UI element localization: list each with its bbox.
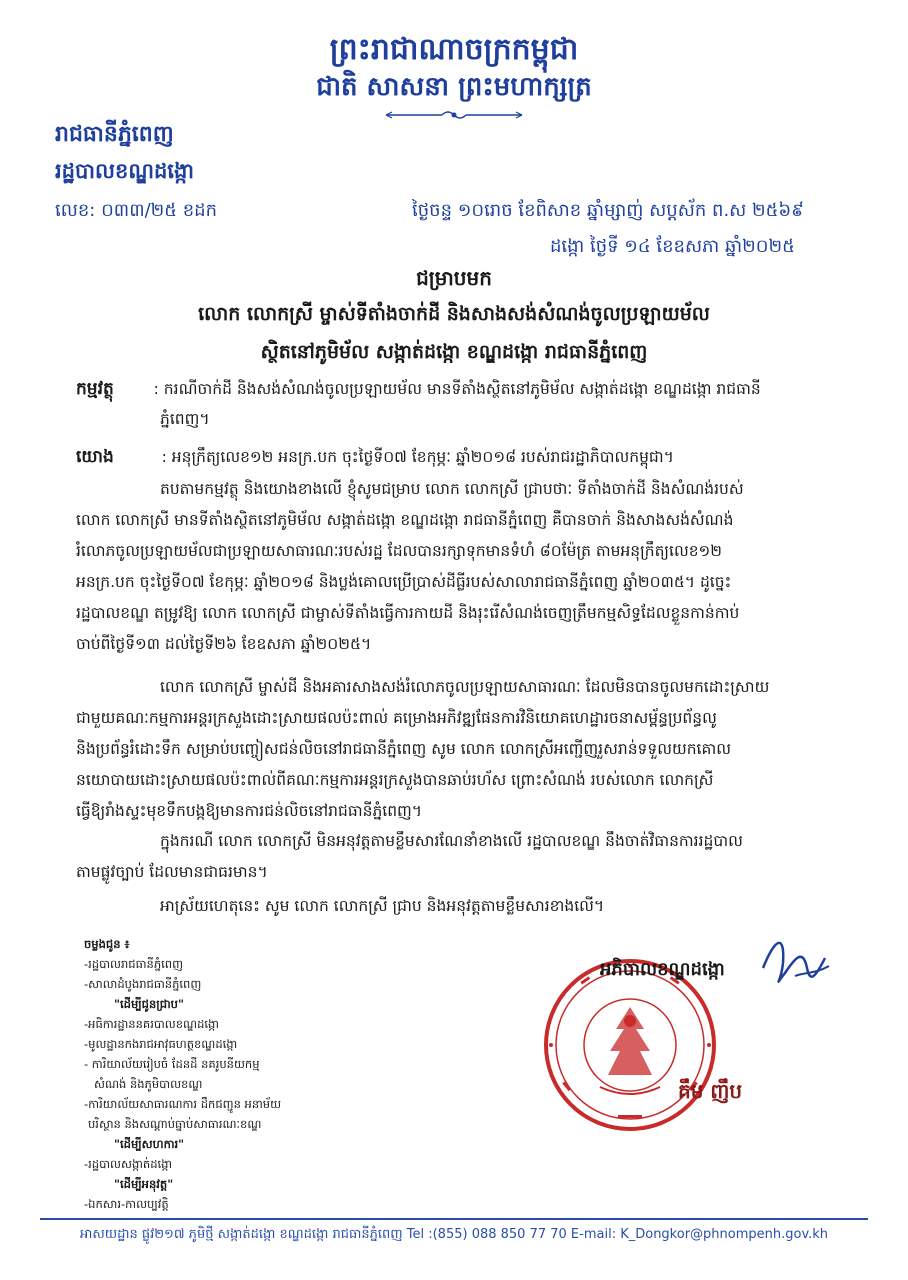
body-p1-l6: ចាប់ពីថ្ងៃទី១៣ ដល់ថ្ងៃទី២៦ ខែឧសភា ឆ្នាំ២០២៥។ — [76, 635, 372, 653]
cc-item: -មូលដ្ឋានកងរាជអាវុធហត្ថខណ្ឌដង្កោ — [84, 1037, 238, 1051]
kingdom-title: ព្រះរាជាណាចក្រកម្ពុជា — [329, 32, 579, 67]
cc-purpose-inform: "ដើម្បីជូនជ្រាប" — [114, 997, 184, 1011]
cc-purpose-implement: "ដើម្បីអនុវត្ត" — [114, 1177, 174, 1191]
body-p1-l1: តបតាមកម្មវត្ថុ និងយោងខាងលើ ខ្ញុំសូមជម្រាប លោក លោកស្រី ជ្រាបថាៈ ទីតាំងចាក់ដី និងសំណង់របស់ — [160, 480, 744, 498]
national-motto: ជាតិ សាសនា ព្រះមហាក្សត្រ — [316, 72, 592, 102]
body-p3-l2: តាមផ្លូវច្បាប់ ដែលមានជាធរមាន។ — [76, 863, 268, 881]
cc-heading: ចម្លងជូន ៖ — [84, 937, 130, 951]
cc-item: - ការិយាល័យរៀបចំ ដែនដី នគរូបនីយកម្ម — [84, 1057, 260, 1071]
solar-date: ដង្កោ ថ្ងៃទី ១៤ ខែឧសភា ឆ្នាំ២០២៥ — [550, 236, 795, 257]
body-p2-l5: ធ្វើឱ្យរាំងស្ទះមុខទឹកបង្កឱ្យមានការជន់លិចនៅរាជធានីភ្នំពេញ។ — [76, 802, 423, 820]
cc-item: -សាលាដំបូងរាជធានីភ្នំពេញ — [84, 977, 202, 991]
cc-item: សំណង់ និងភូមិបាលខណ្ឌ — [94, 1077, 203, 1091]
reference-number: លេខ: ០៣៣/២៥ ខដក — [55, 200, 217, 221]
cc-item: -រដ្ឋបាលរាជធានីភ្នំពេញ — [84, 957, 184, 971]
reference-block — [76, 442, 674, 473]
lunar-date: ថ្ងៃចន្ទ ១០រោច ខែពិសាខ ឆ្នាំម្សាញ់ សប្តស័ក ព.ស ២៥៦៩ — [412, 200, 804, 221]
recipient-line-1: លោក លោកស្រី ម្ចាស់ទីតាំងចាក់ដី និងសាងសង់សំណង់ចូលប្រឡាយម័ល — [198, 303, 710, 325]
cc-purpose-cooperate: "ដើម្បីសហការ" — [114, 1137, 185, 1151]
body-p1-l2: លោក លោកស្រី មានទីតាំងស្ថិតនៅភូមិម័ល សង្កាត់ដង្កោ ខណ្ឌដង្កោ រាជធានីភ្នំពេញ គឺបានចាក់ និងសាងសង់សំណង់ — [76, 511, 734, 529]
subject-block — [76, 374, 761, 405]
footer-divider — [40, 1218, 868, 1220]
cc-item: -អធិការដ្ឋាននគរបាលខណ្ឌដង្កោ — [84, 1017, 219, 1031]
salutation: ជម្រាបមក — [416, 266, 492, 290]
body-p2-l1: លោក លោកស្រី ម្ចាស់ដី និងអគារសាងសង់រំលោភចូលប្រឡាយសាធារណៈ ដែលមិនបានចូលមកដោះស្រាយ — [160, 678, 770, 696]
cc-item: -រដ្ឋបាលសង្កាត់ដង្កោ — [84, 1157, 173, 1171]
reference-label: យោង — [76, 447, 114, 467]
cc-list — [84, 934, 281, 1214]
recipient-line-2: ស្ថិតនៅភូមិម័ល សង្កាត់ដង្កោ ខណ្ឌដង្កោ រាជធានីភ្នំពេញ — [260, 341, 648, 363]
cc-item: បរិស្ថាន និងសណ្ដាប់ធ្នាប់សាធារណៈខណ្ឌ — [88, 1117, 262, 1131]
ornament-divider-icon — [384, 108, 524, 122]
body-p1-l3: រំលោភចូលប្រឡាយម័លជាប្រឡាយសាធារណៈរបស់រដ្ឋ ដែលបានរក្សាទុកមានទំហំ ៨០ម៉ែត្រ តាមអនុក្រឹត្យលេខ១២ — [76, 542, 723, 560]
body-p2-l2: ជាមួយគណៈកម្មការអន្តរក្រសួងដោះស្រាយផលប៉ះពាល់ គម្រោងអភិវឌ្ឍផែនការវិនិយោគហេដ្ឋារចនាសម្ព័ន្ធប្រព័ន្ធលូ — [76, 709, 717, 727]
signatory-name: គឹម ញឹប — [678, 1079, 743, 1103]
handwritten-signature-icon — [755, 928, 835, 998]
signatory-title: អភិបាលខណ្ឌដង្កោ — [600, 959, 725, 980]
issuer-capital: រាជធានីភ្នំពេញ — [55, 122, 174, 147]
footer-contact: អាសយដ្ឋាន ផ្លូវ២១៧ ភូមិថ្មី សង្កាត់ដង្កោ ខណ្ឌដង្កោ រាជធានីភ្នំពេញ Tel :(855) 088 850 77 70 E-mail: K_Dongkor@phnompenh.gov.kh — [79, 1227, 829, 1242]
body-p1-l5: រដ្ឋបាលខណ្ឌ តម្រូវឱ្យ លោក លោកស្រី ជាម្ចាស់ទីតាំងធ្វើការកាយដី និងរុះរើសំណង់ចេញត្រឹមកម្មសិទ្ធដែលខ្លួនកាន់កាប់ — [76, 604, 740, 622]
body-p4: អាស្រ័យហេតុនេះ សូម លោក លោកស្រី ជ្រាប និងអនុវត្តតាមខ្លឹមសារខាងលើ។ — [160, 897, 605, 915]
subject-text: : ករណីចាក់ដី និងសង់សំណង់ចូលប្រឡាយម័ល មានទីតាំងស្ថិតនៅភូមិម័ល សង្កាត់ដង្កោ ខណ្ឌដង្កោ រាជធានី — [153, 380, 761, 398]
subject-continued: ភ្នំពេញ។ — [160, 410, 210, 428]
issuer-district: រដ្ឋបាលខណ្ឌដង្កោ — [55, 159, 194, 183]
cc-item: -ការិយាល័យសាធារណការ ដឹកជញ្ជូន អនាម័យ — [84, 1097, 282, 1111]
body-p1-l4: អនក្រ.បក ចុះថ្ងៃទី០៧ ខែកុម្ភៈ ឆ្នាំ២០១៨ និងប្លង់គោលប្រើប្រាស់ដីធ្លីរបស់សាលារាជធានីភ្នំពេញ ឆ្នាំ២០៣៥។ ដូច្នេះ — [76, 573, 732, 591]
reference-text: : អនុក្រឹត្យលេខ១២ អនក្រ.បក ចុះថ្ងៃទី០៧ ខែកុម្ភៈ ឆ្នាំ២០១៨ របស់រាជរដ្ឋាភិបាលកម្ពុជា។ — [161, 448, 674, 466]
body-p2-l4: នយោបាយដោះស្រាយផលប៉ះពាល់ពីគណៈកម្មការអន្តរក្រសួងបានឆាប់រហ័ស ព្រោះសំណង់ របស់លោក លោកស្រី — [76, 771, 714, 789]
subject-label: កម្មវត្ថុ — [76, 379, 114, 399]
body-p2-l3: និងប្រព័ន្ធរំដោះទឹក សម្រាប់បញ្ចៀសជន់លិចនៅរាជធានីភ្នំពេញ សូម លោក លោកស្រីអញ្ជើញរួសរាន់ទទួលយកគោល — [76, 740, 731, 758]
cc-item: -ឯកសារ-កាលប្បវត្តិ — [84, 1197, 169, 1211]
body-p3-l1: ក្នុងករណី លោក លោកស្រី មិនអនុវត្តតាមខ្លឹមសារណែនាំខាងលើ រដ្ឋបាលខណ្ឌ នឹងចាត់វិធានការរដ្ឋបាល — [160, 832, 743, 850]
